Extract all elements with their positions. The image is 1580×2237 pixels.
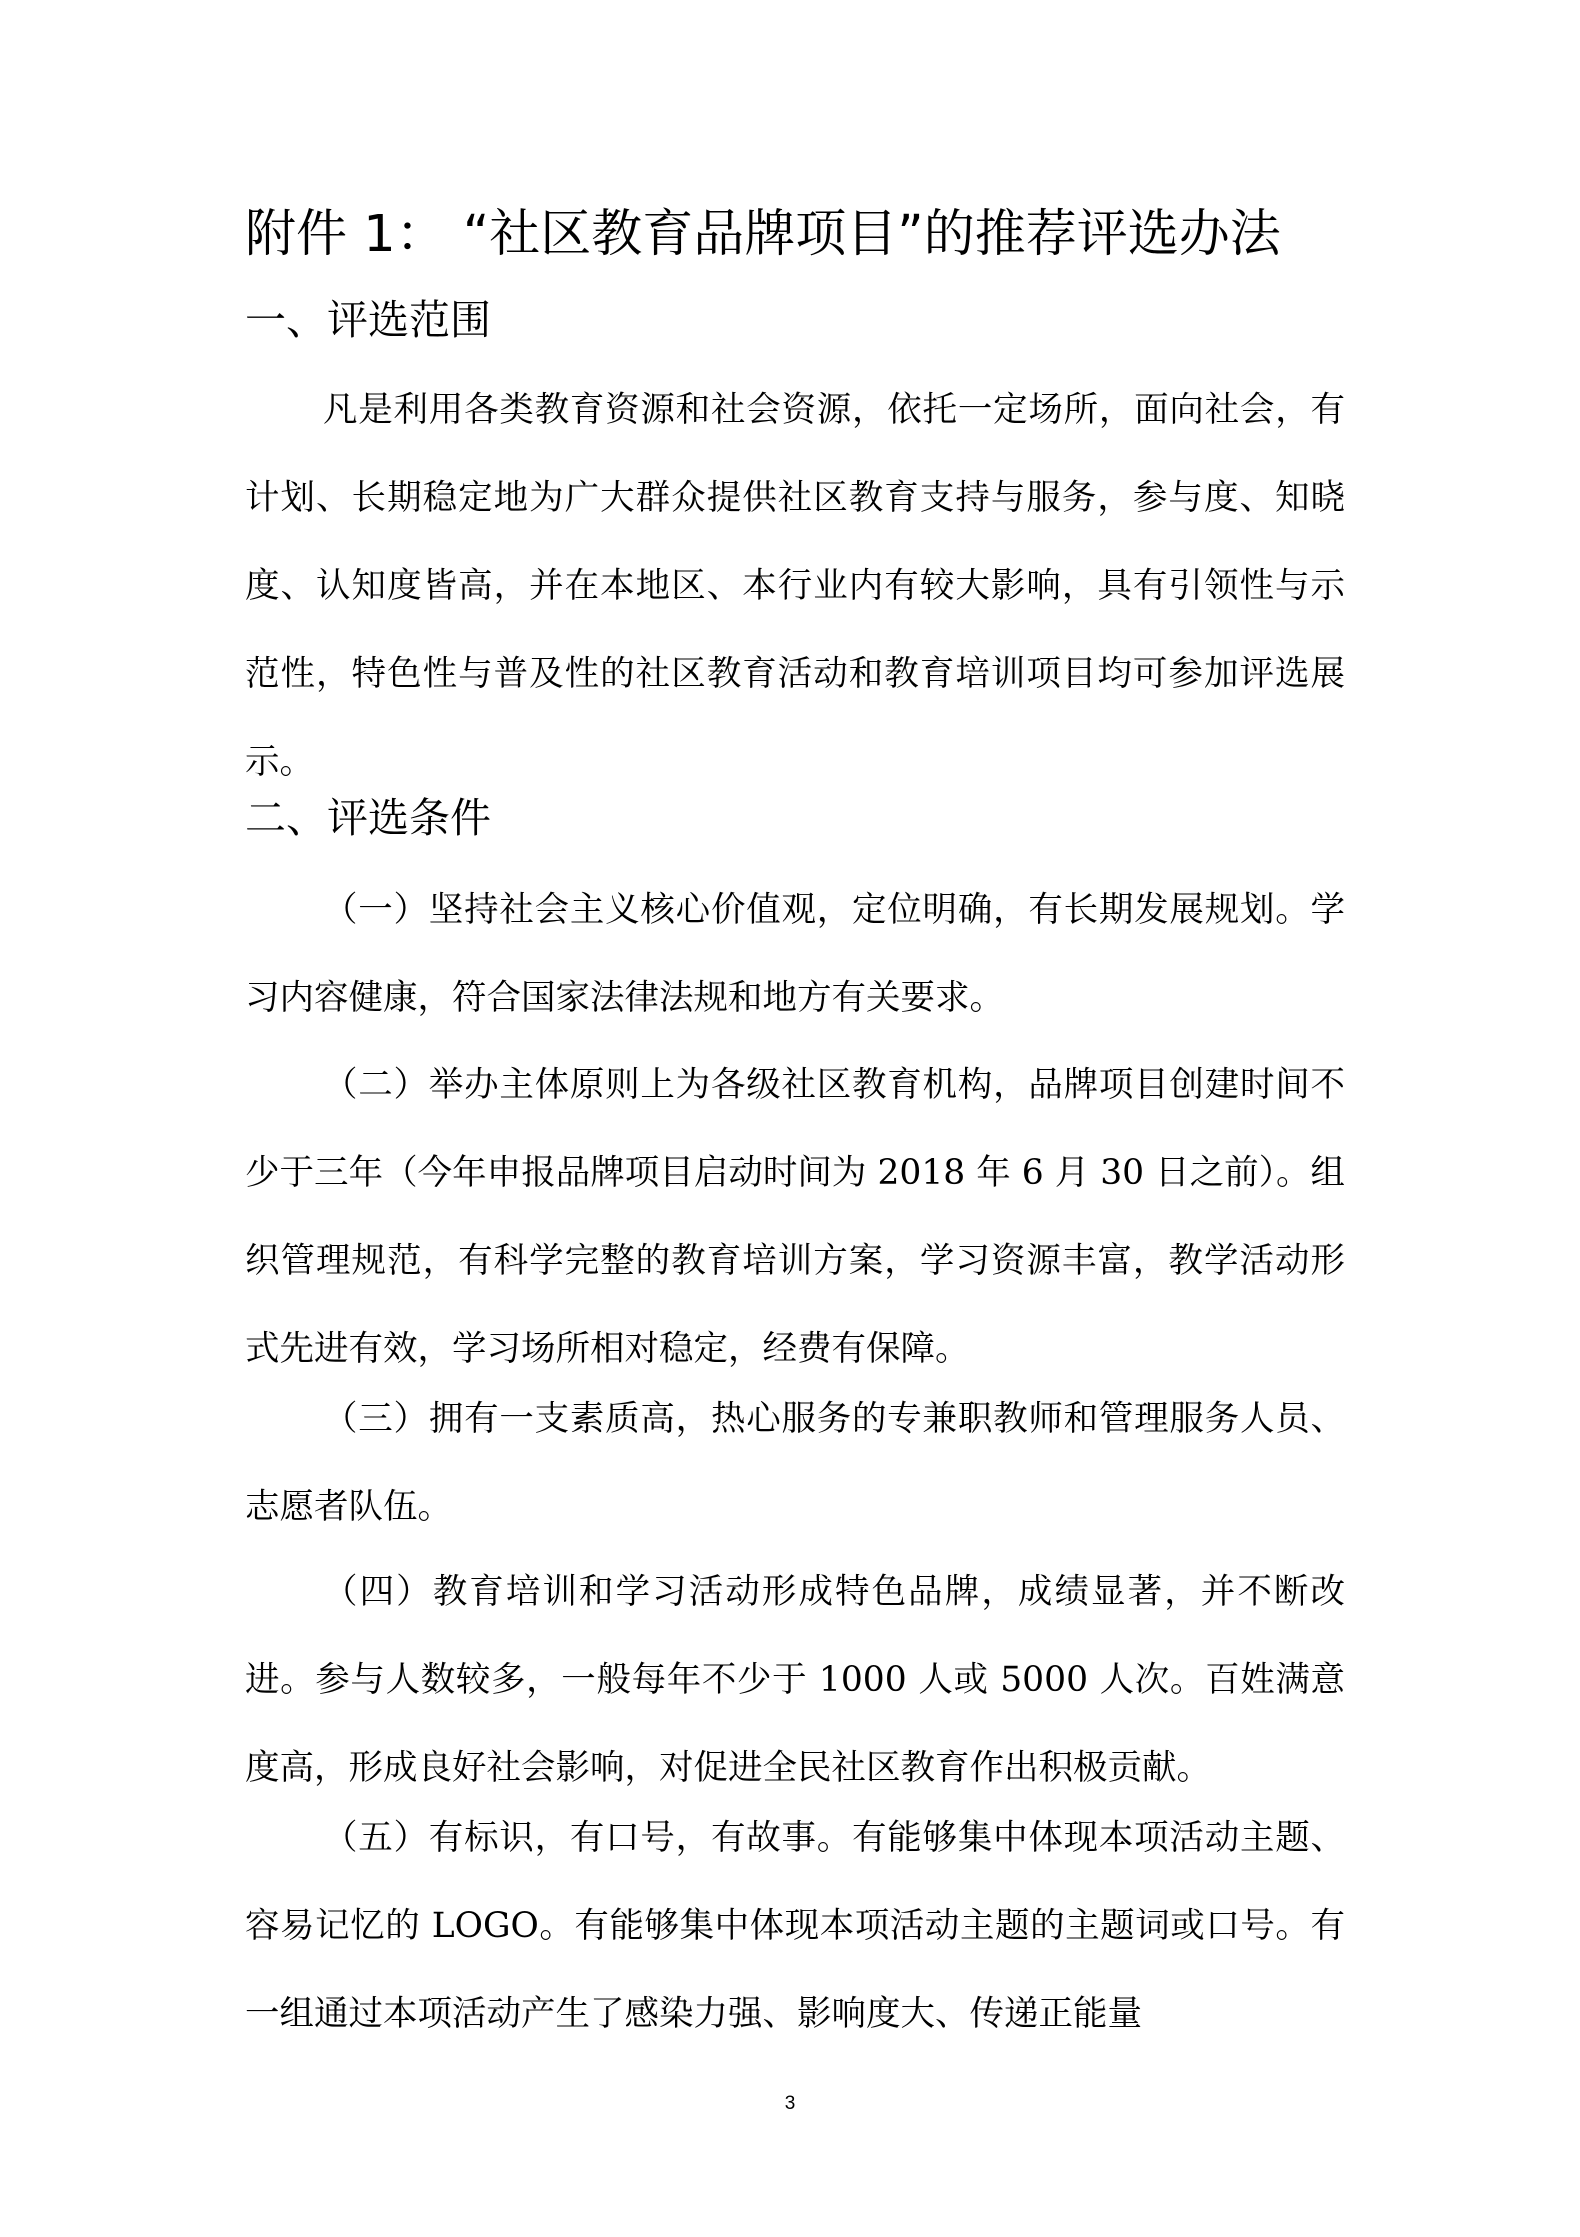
section-heading-scope: 一、评选范围 xyxy=(245,296,491,344)
document-title: 附件 1： “社区教育品牌项目”的推荐评选办法 xyxy=(245,205,1281,264)
paragraph-condition-3: （三）拥有一支素质高，热心服务的专兼职教师和管理服务人员、志愿者队伍。 xyxy=(245,1399,1345,1527)
paragraph-condition-1: （一）坚持社会主义核心价值观，定位明确，有长期发展规划。学习内容健康，符合国家法律法规和地方有关要求。 xyxy=(245,890,1345,1018)
paragraph-condition-5: （五）有标识，有口号，有故事。有能够集中体现本项活动主题、容易记忆的 LOGO。有能够集中体现本项活动主题的主题词或口号。有一组通过本项活动产生了感染力强、影响度大、传递正能量 xyxy=(245,1818,1345,2034)
paragraph-condition-2: （二）举办主体原则上为各级社区教育机构，品牌项目创建时间不少于三年（今年申报品牌项目启动时间为 2018 年 6 月 30 日之前）。组织管理规范，有科学完整的教育培训方案，学习资源丰富，教学活动形式先进有效，学习场所相对稳定，经费有保障。 xyxy=(245,1065,1345,1369)
paragraph-condition-4: （四）教育培训和学习活动形成特色品牌，成绩显著，并不断改进。参与人数较多，一般每年不少于 1000 人或 5000 人次。百姓满意度高，形成良好社会影响，对促进全民社区教育作出积极贡献。 xyxy=(245,1572,1345,1788)
page-number: 3 xyxy=(784,2093,796,2114)
section-heading-conditions: 二、评选条件 xyxy=(245,794,491,842)
paragraph-scope: 凡是利用各类教育资源和社会资源，依托一定场所，面向社会，有计划、长期稳定地为广大群众提供社区教育支持与服务，参与度、知晓度、认知度皆高，并在本地区、本行业内有较大影响，具有引领性与示范性，特色性与普及性的社区教育活动和教育培训项目均可参加评选展示。 xyxy=(245,390,1345,782)
